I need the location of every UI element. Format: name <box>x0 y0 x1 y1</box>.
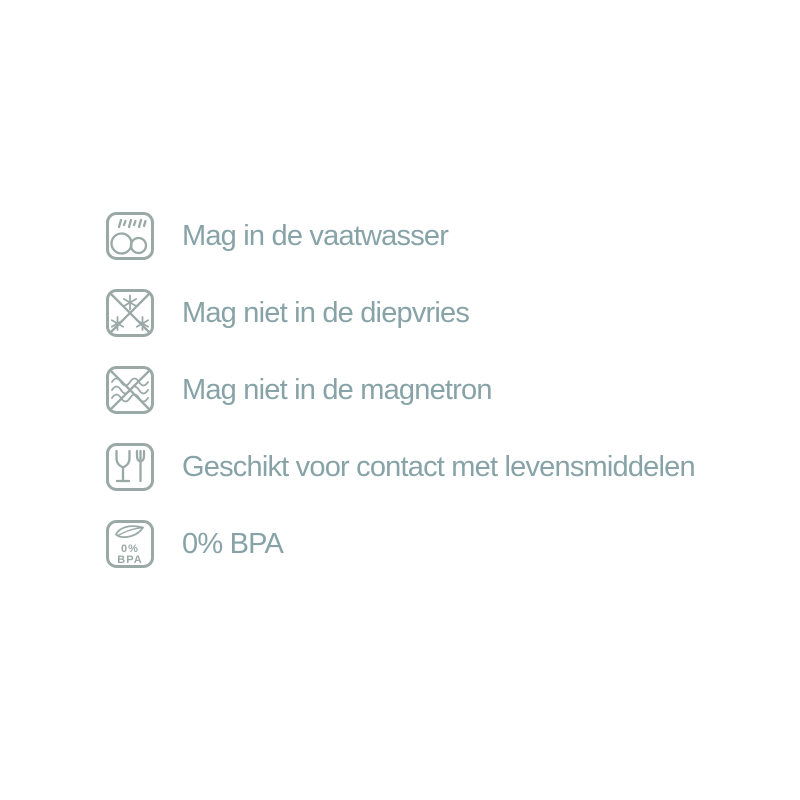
feature-label: Mag niet in de magnetron <box>182 373 492 406</box>
feature-label: Mag in de vaatwasser <box>182 219 449 252</box>
bpa-free-leaf-icon <box>104 518 156 570</box>
microwave-not-allowed-icon <box>104 364 156 416</box>
feature-row-food-contact-safe <box>104 441 695 493</box>
food-contact-safe-icon <box>104 441 156 493</box>
feature-list <box>104 210 695 570</box>
feature-label: 0% BPA <box>182 527 284 560</box>
feature-label: Mag niet in de diepvries <box>182 296 470 329</box>
feature-row-dishwasher-safe <box>104 210 695 262</box>
feature-row-freezer-not-allowed <box>104 287 695 339</box>
dishwasher-safe-icon <box>104 210 156 262</box>
feature-row-microwave-not-allowed <box>104 364 695 416</box>
bpa-icon-text-top: 0% <box>121 543 139 555</box>
feature-row-bpa-free <box>104 518 695 570</box>
bpa-icon-text-bottom: BPA <box>117 554 143 566</box>
freezer-not-allowed-icon <box>104 287 156 339</box>
feature-label: Geschikt voor contact met levensmiddelen <box>182 450 695 483</box>
